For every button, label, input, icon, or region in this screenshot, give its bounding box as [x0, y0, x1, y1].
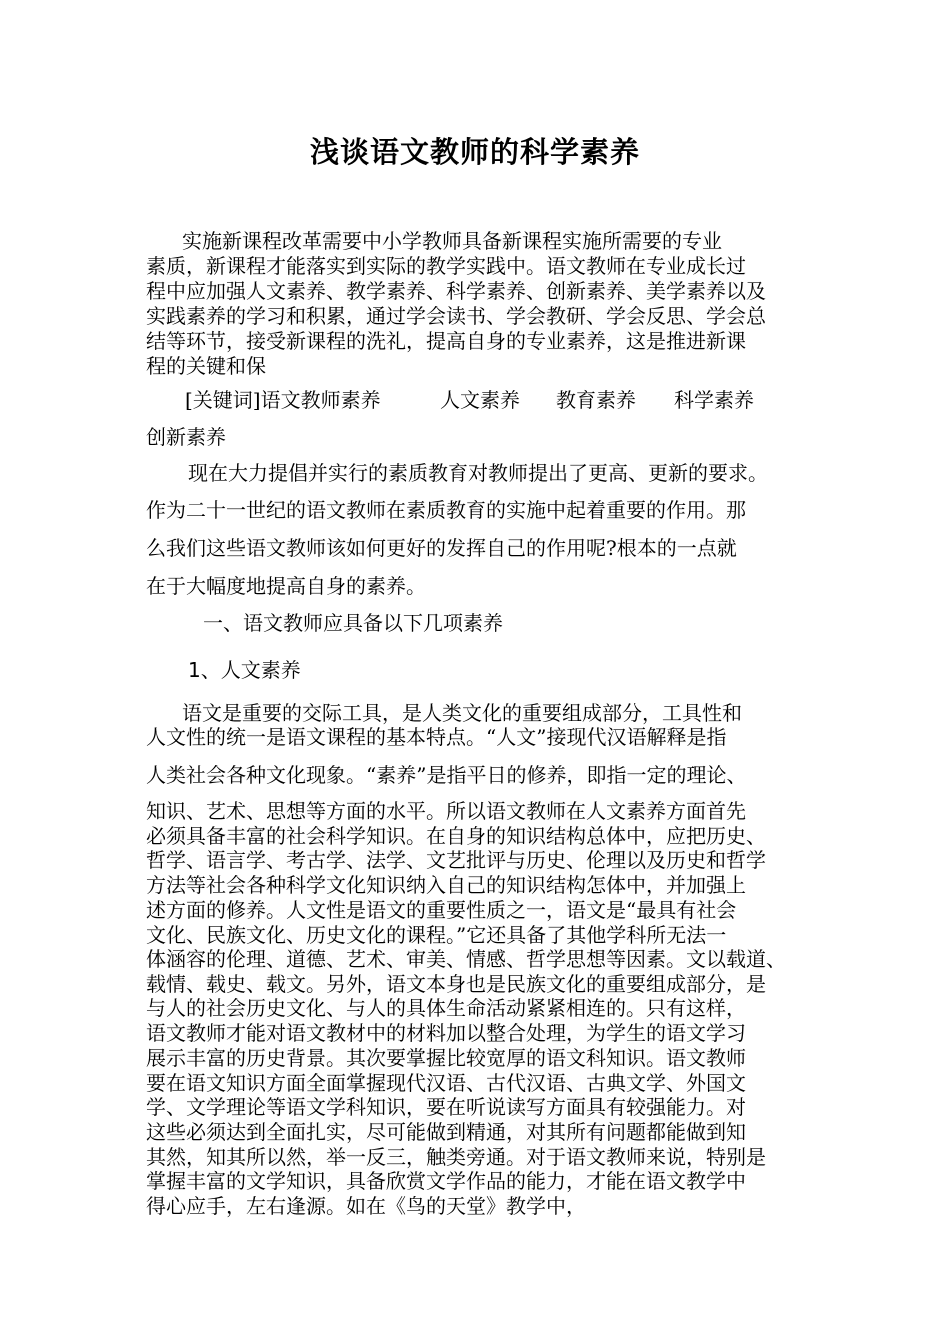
abstract-line: 实施新课程改革需要中小学教师具备新课程实施所需要的专业 [182, 229, 722, 253]
section-heading: 一、语文教师应具备以下几项素养 [203, 611, 503, 635]
keyword-item: 教育素养 [556, 388, 636, 412]
keyword-item: 科学素养 [674, 388, 754, 412]
intro-line: 现在大力提倡并实行的素质教育对教师提出了更高、更新的要求。 [188, 461, 768, 485]
body-line: 知识、艺术、思想等方面的水平。所以语文教师在人文素养方面首先 [146, 799, 746, 823]
body-line: 人类社会各种文化现象。“素养”是指平日的修养，即指一定的理论、 [146, 763, 747, 787]
body-line: 文化、民族文化、历史文化的课程。”它还具备了其他学科所无法一 [146, 923, 727, 947]
body-line: 要在语文知识方面全面掌握现代汉语、古代汉语、古典文学、外国文 [146, 1071, 746, 1095]
body-line: 这些必须达到全面扎实，尽可能做到精通，对其所有问题都能做到知 [146, 1120, 746, 1144]
subsection-heading: 1、人文素养 [188, 658, 301, 682]
body-line: 述方面的修养。人文性是语文的重要性质之一，语文是“最具有社会 [146, 898, 737, 922]
body-line: 载情、载史、载文。另外，语文本身也是民族文化的重要组成部分，是 [146, 972, 766, 996]
abstract-line: 程中应加强人文素养、教学素养、科学素养、创新素养、美学素养以及 [146, 279, 766, 303]
body-line: 哲学、语言学、考古学、法学、文艺批评与历史、伦理以及历史和哲学 [146, 848, 766, 872]
keyword-item: 人文素养 [440, 388, 520, 412]
body-line: 掌握丰富的文学知识，具备欣赏文学作品的能力，才能在语文教学中 [146, 1169, 746, 1193]
body-line: 得心应手，左右逢源。如在《鸟的天堂》教学中， [146, 1194, 586, 1218]
intro-line: 作为二十一世纪的语文教师在素质教育的实施中起着重要的作用。那 [146, 498, 746, 522]
intro-line: 在于大幅度地提高自身的素养。 [146, 574, 426, 598]
body-line: 与人的社会历史文化、与人的具体生命活动紧紧相连的。只有这样， [146, 996, 746, 1020]
keyword-item: 语文教师素养 [260, 388, 381, 412]
keyword-item: 创新素养 [146, 425, 226, 449]
keywords-line [185, 387, 381, 413]
body-line: 其然，知其所以然，举一反三，触类旁通。对于语文教师来说，特别是 [146, 1145, 766, 1169]
body-line: 语文是重要的交际工具，是人类文化的重要组成部分，工具性和 [182, 701, 742, 725]
body-line: 学、文学理论等语文学科知识，要在听说读写方面具有较强能力。对 [146, 1095, 746, 1119]
body-line: 方法等社会各种科学文化知识纳入自己的知识结构怎体中，并加强上 [146, 873, 746, 897]
abstract-line: 结等环节，接受新课程的洗礼，提高自身的专业素养，这是推进新课 [146, 329, 746, 353]
intro-line: 么我们这些语文教师该如何更好的发挥自己的作用呢?根本的一点就 [146, 536, 737, 560]
document-title: 浅谈语文教师的科学素养 [309, 135, 640, 169]
keywords-label: [关键词] [185, 388, 261, 412]
body-line: 必须具备丰富的社会科学知识。在自身的知识结构总体中，应把历史、 [146, 824, 766, 848]
body-line: 展示丰富的历史背景。其次要掌握比较宽厚的语文科知识。语文教师 [146, 1046, 746, 1070]
abstract-line: 实践素养的学习和积累，通过学会读书、学会教研、学会反思、学会总 [146, 304, 766, 328]
body-line: 体涵容的伦理、道德、艺术、审美、情感、哲学思想等因素。文以载道、 [146, 947, 786, 971]
abstract-line: 程的关键和保 [146, 354, 266, 378]
body-line: 人文性的统一是语文课程的基本特点。“人文”接现代汉语解释是指 [146, 725, 727, 749]
abstract-line: 素质，新课程才能落实到实际的教学实践中。语文教师在专业成长过 [146, 254, 746, 278]
body-line: 语文教师才能对语文教材中的材料加以整合处理，为学生的语文学习 [146, 1021, 746, 1045]
